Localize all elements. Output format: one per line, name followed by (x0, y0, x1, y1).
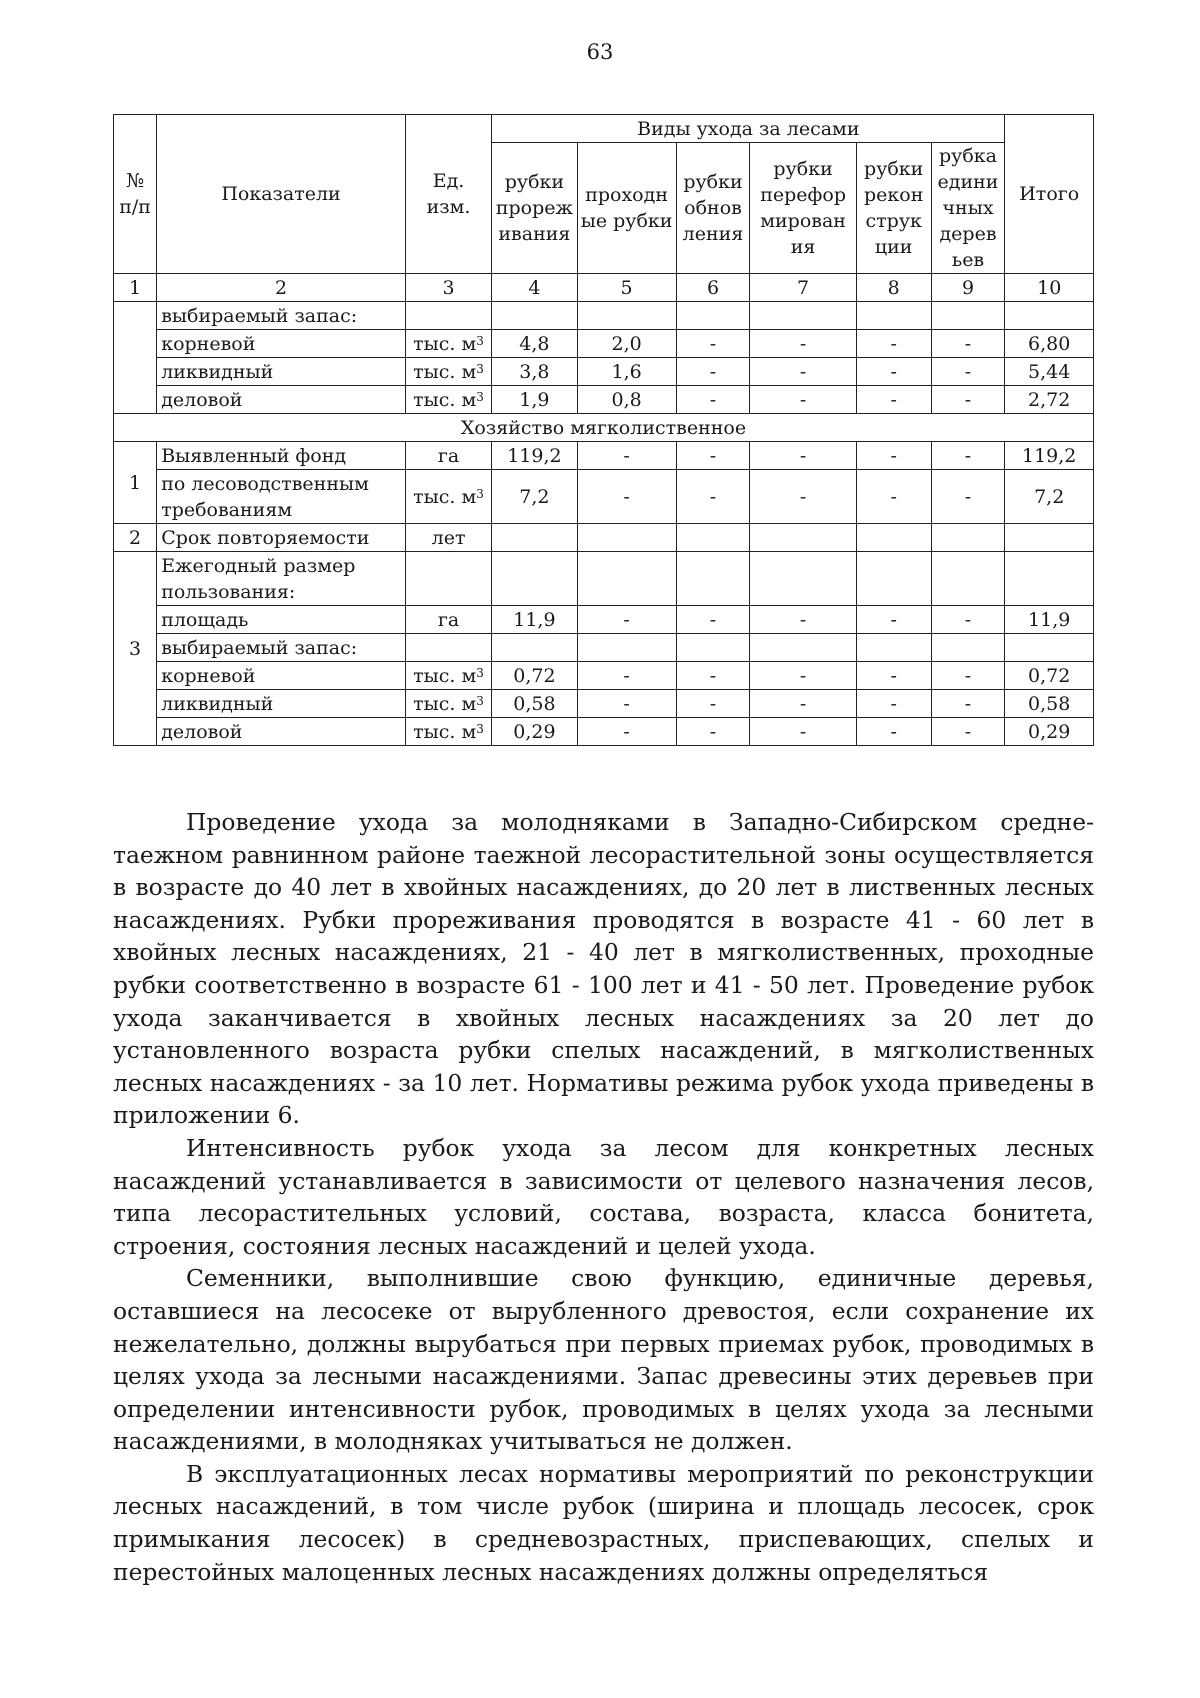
col-number: 5 (577, 274, 676, 302)
row-label: корневой (157, 330, 406, 358)
value-cell: - (676, 470, 750, 524)
header-type-thinning: рубки прореж ивания (492, 143, 577, 274)
paragraph: Интенсивность рубок ухода за лесом для конкретных лесных насаждений устанавливается в зависимости от целевого назначения лесов, типа лесорастительных условий, состава, возраста, класса бонитета, строения, состояния лесных насаждений и целей ухода. (113, 1133, 1094, 1260)
row-number: 2 (114, 524, 157, 552)
value-cell (856, 634, 931, 662)
row-label: Срок повторяемости (157, 524, 406, 552)
header-type-passage: проходн ые рубки (577, 143, 676, 274)
value-cell (492, 302, 577, 330)
value-cell: - (931, 662, 1005, 690)
value-cell: - (750, 606, 856, 634)
row-unit (405, 302, 491, 330)
row-label: ликвидный (157, 358, 406, 386)
col-number: 3 (405, 274, 491, 302)
value-cell (492, 524, 577, 552)
value-cell: - (676, 606, 750, 634)
forest-care-table (113, 114, 1094, 746)
total-cell: 11,9 (1005, 606, 1094, 634)
row-label: деловой (157, 718, 406, 746)
value-cell: - (856, 662, 931, 690)
header-type-reformation: рубки перефор мирован ия (750, 143, 856, 274)
total-cell (1005, 552, 1094, 606)
total-cell: 5,44 (1005, 358, 1094, 386)
col-number: 9 (931, 274, 1005, 302)
value-cell (931, 302, 1005, 330)
value-cell (750, 634, 856, 662)
value-cell: - (577, 442, 676, 470)
row-unit: га (405, 442, 491, 470)
row-number: 1 (114, 442, 157, 524)
row-label: корневой (157, 662, 406, 690)
row-label: по лесоводственным требованиям (157, 470, 406, 524)
value-cell: - (676, 690, 750, 718)
value-cell: - (931, 442, 1005, 470)
total-cell: 7,2 (1005, 470, 1094, 524)
value-cell: - (750, 358, 856, 386)
value-cell: - (856, 442, 931, 470)
col-number: 6 (676, 274, 750, 302)
value-cell: - (931, 470, 1005, 524)
value-cell: - (856, 330, 931, 358)
value-cell: - (931, 386, 1005, 414)
value-cell (856, 524, 931, 552)
total-cell: 6,80 (1005, 330, 1094, 358)
header-indicators: Показатели (157, 115, 406, 274)
row-unit: тыс. $м^3$ (405, 386, 491, 414)
value-cell: - (856, 690, 931, 718)
row-unit (405, 634, 491, 662)
row-label: деловой (157, 386, 406, 414)
value-cell (492, 552, 577, 606)
value-cell (492, 634, 577, 662)
value-cell: - (577, 690, 676, 718)
value-cell: - (750, 330, 856, 358)
value-cell (931, 524, 1005, 552)
total-cell (1005, 634, 1094, 662)
value-cell: - (931, 358, 1005, 386)
value-cell (856, 552, 931, 606)
row-unit: тыс. $м^3$ (405, 330, 491, 358)
value-cell: - (931, 606, 1005, 634)
value-cell: - (676, 718, 750, 746)
header-unit: Ед. изм. (405, 115, 491, 274)
value-cell (931, 552, 1005, 606)
value-cell: 1,6 (577, 358, 676, 386)
value-cell: - (676, 386, 750, 414)
header-type-single-trees: рубка едини чных дерев ьев (931, 143, 1005, 274)
row-label: выбираемый запас: (157, 302, 406, 330)
value-cell (577, 302, 676, 330)
row-unit: тыс. $м^3$ (405, 718, 491, 746)
value-cell: - (856, 470, 931, 524)
paragraph: В эксплуатационных лесах нормативы мероприятий по реконструкции лесных насаждений, в том числе рубок (ширина и площадь лесосек, срок примыкания лесосек) в средневозрастных, приспевающих, спелых и перестойных малоценных лесных насаждениях должны определяться (113, 1459, 1094, 1586)
value-cell: - (856, 606, 931, 634)
page-number: 63 (586, 40, 614, 64)
row-unit: тыс. $м^3$ (405, 470, 491, 524)
col-number: 1 (114, 274, 157, 302)
value-cell (676, 302, 750, 330)
value-cell: 0,8 (577, 386, 676, 414)
value-cell: - (856, 386, 931, 414)
value-cell: 11,9 (492, 606, 577, 634)
value-cell: - (931, 718, 1005, 746)
total-cell: 0,29 (1005, 718, 1094, 746)
value-cell: - (856, 718, 931, 746)
paragraph: Проведение ухода за молодняками в Западно-Сибирском средне-таежном равнинном районе таежной лесорастительной зоны осуществляется в возрасте до 40 лет в хвойных насаждениях, до 20 лет в лиственных лесных насаждениях. Рубки прореживания проводятся в возрасте 41 - 60 лет в хвойных лесных насаждениях, 21 - 40 лет в мягколиственных, проходные рубки соответственно в возрасте 61 - 100 лет и 41 - 50 лет. Проведение рубок ухода заканчивается в хвойных лесных насаждениях за 20 лет до установленного возраста рубки спелых насаждений, в мягколиственных лесных насаждениях - за 10 лет. Нормативы режима рубок ухода приведены в приложении 6. (113, 808, 1094, 1130)
value-cell: - (577, 718, 676, 746)
value-cell (577, 524, 676, 552)
section-title: Хозяйство мягколиственное (114, 414, 1094, 442)
value-cell: - (856, 358, 931, 386)
row-unit: га (405, 606, 491, 634)
row-number: 3 (114, 552, 157, 746)
total-cell (1005, 302, 1094, 330)
total-cell: 0,72 (1005, 662, 1094, 690)
value-cell: 4,8 (492, 330, 577, 358)
value-cell: - (676, 330, 750, 358)
header-type-reconstruction: рубки рекон струк ции (856, 143, 931, 274)
value-cell (676, 552, 750, 606)
row-unit: тыс. $м^3$ (405, 662, 491, 690)
value-cell (676, 634, 750, 662)
value-cell (856, 302, 931, 330)
value-cell (750, 302, 856, 330)
value-cell: - (750, 386, 856, 414)
value-cell: 1,9 (492, 386, 577, 414)
value-cell: 0,72 (492, 662, 577, 690)
value-cell: - (676, 662, 750, 690)
total-cell: 0,58 (1005, 690, 1094, 718)
value-cell: 7,2 (492, 470, 577, 524)
value-cell: 119,2 (492, 442, 577, 470)
row-number (114, 302, 157, 414)
value-cell: - (577, 470, 676, 524)
value-cell: - (676, 358, 750, 386)
total-cell (1005, 524, 1094, 552)
value-cell: 0,58 (492, 690, 577, 718)
col-number: 2 (157, 274, 406, 302)
paragraph: Семенники, выполнившие свою функцию, единичные деревья, оставшиеся на лесосеке от вырубленного древостоя, если сохранение их нежелательно, должны вырубаться при первых приемах рубок, проводимых в целях ухода за лесными насаждениями. Запас древесины этих деревьев при определении интенсивности рубок, проводимых в целях ухода за лесными насаждениями, в молодняках учитываться не должен. (113, 1264, 1094, 1456)
value-cell: - (750, 470, 856, 524)
row-label: Ежегодный размер пользования: (157, 552, 406, 606)
row-label: ликвидный (157, 690, 406, 718)
row-unit: лет (405, 524, 491, 552)
value-cell: - (750, 442, 856, 470)
row-unit (405, 552, 491, 606)
value-cell: - (577, 662, 676, 690)
header-type-renewal: рубки обнов ления (676, 143, 750, 274)
header-care-types: Виды ухода за лесами (492, 115, 1005, 143)
total-cell: 119,2 (1005, 442, 1094, 470)
value-cell: - (676, 442, 750, 470)
header-total: Итого (1005, 115, 1094, 274)
row-label: площадь (157, 606, 406, 634)
total-cell: 2,72 (1005, 386, 1094, 414)
col-number: 10 (1005, 274, 1094, 302)
value-cell: - (750, 662, 856, 690)
col-number: 4 (492, 274, 577, 302)
value-cell: - (577, 606, 676, 634)
body-text (113, 806, 1094, 1588)
value-cell (676, 524, 750, 552)
value-cell: 3,8 (492, 358, 577, 386)
value-cell: - (931, 330, 1005, 358)
header-no: № п/п (114, 115, 157, 274)
value-cell (931, 634, 1005, 662)
value-cell (750, 552, 856, 606)
row-label: выбираемый запас: (157, 634, 406, 662)
row-unit: тыс. $м^3$ (405, 690, 491, 718)
row-label: Выявленный фонд (157, 442, 406, 470)
col-number: 7 (750, 274, 856, 302)
col-number: 8 (856, 274, 931, 302)
value-cell: - (750, 690, 856, 718)
value-cell (577, 634, 676, 662)
value-cell (577, 552, 676, 606)
value-cell: - (931, 690, 1005, 718)
value-cell: 0,29 (492, 718, 577, 746)
value-cell: 2,0 (577, 330, 676, 358)
row-unit: тыс. $м^3$ (405, 358, 491, 386)
value-cell: - (750, 718, 856, 746)
value-cell (750, 524, 856, 552)
